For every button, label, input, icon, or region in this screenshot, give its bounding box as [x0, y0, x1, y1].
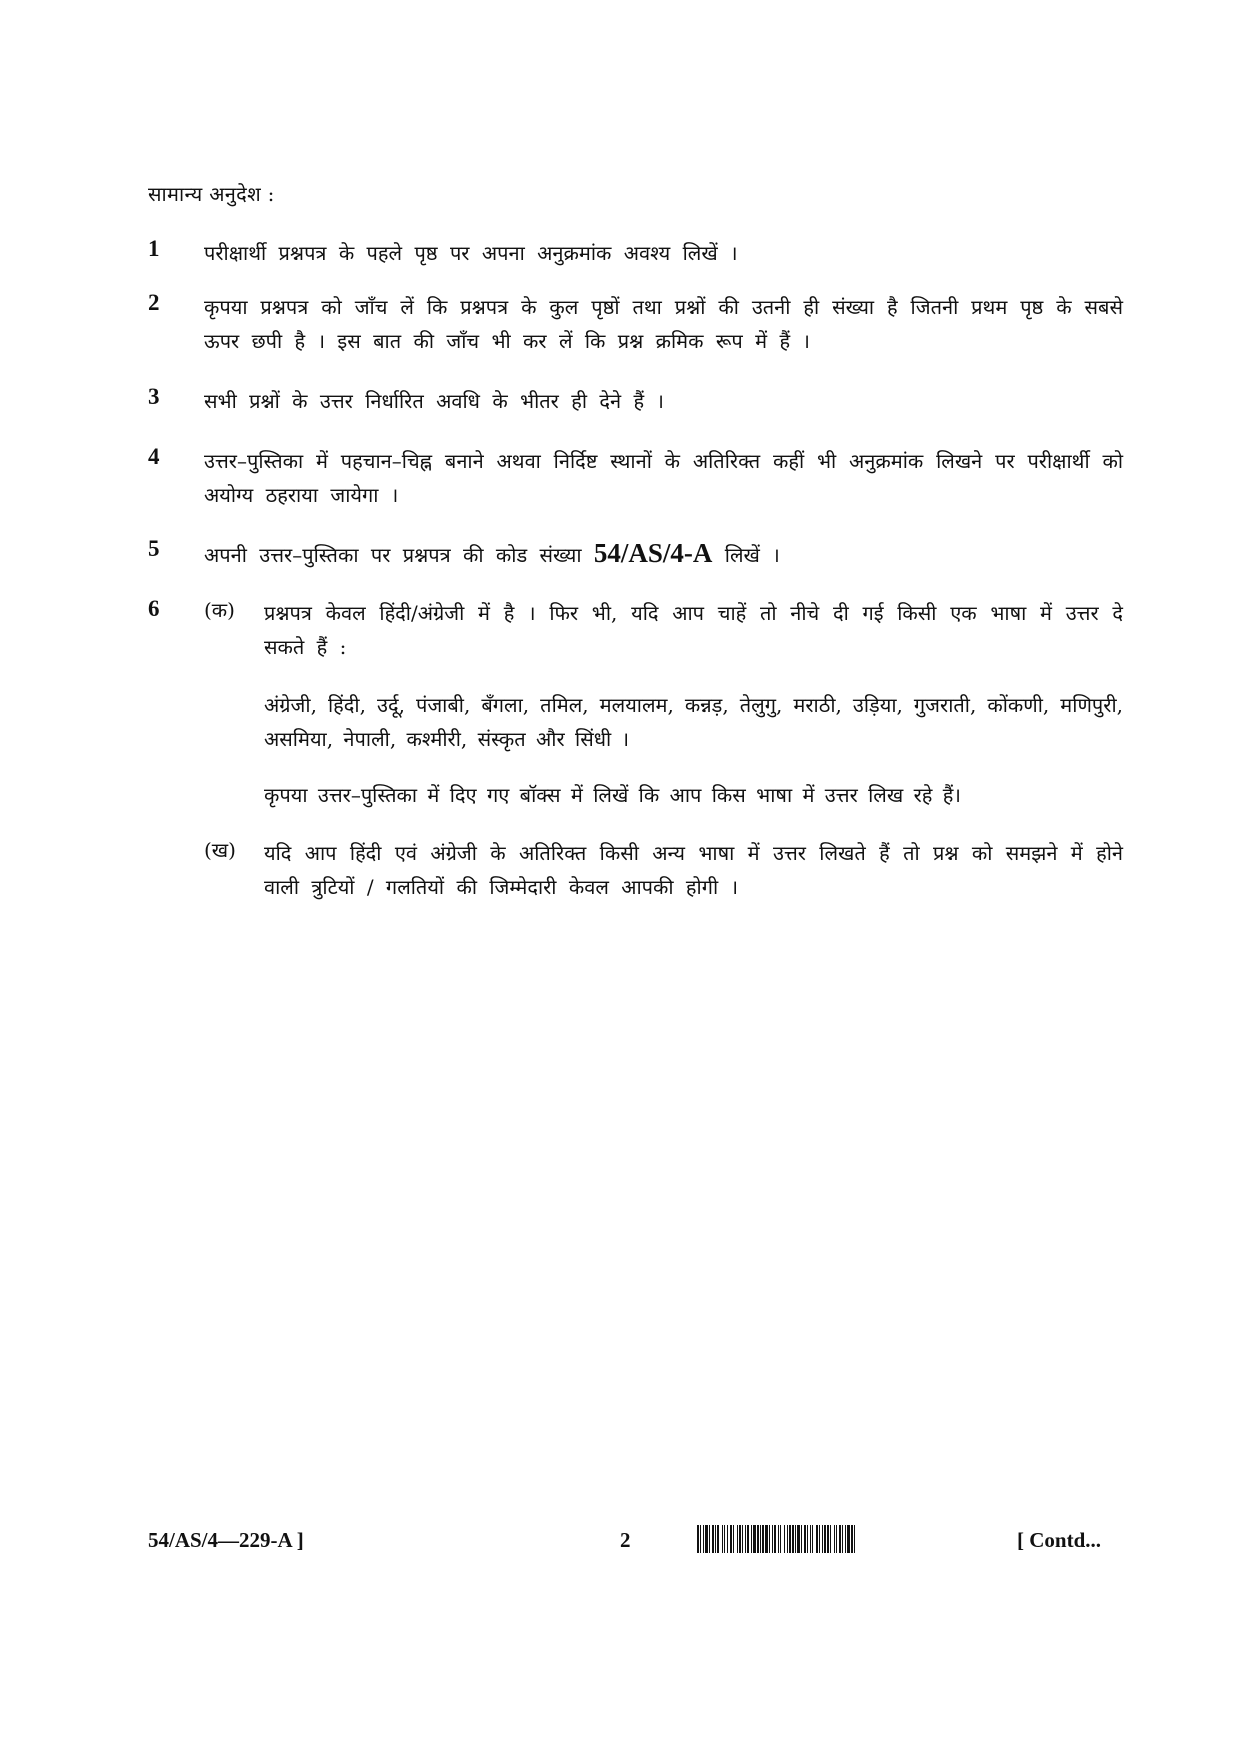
section-heading: सामान्य अनुदेश :: [148, 182, 275, 206]
instruction-number: 5: [148, 536, 160, 561]
continued-label: [ Contd...: [1017, 1528, 1102, 1552]
instruction-text: [204, 536, 1123, 572]
instruction-text: सभी प्रश्नों के उत्तर निर्धारित अवधि के भीतर ही देने हैं ।: [204, 389, 665, 413]
sub-item-label-a: (क): [204, 598, 235, 622]
instruction-text-after: लिखें ।: [724, 543, 780, 567]
language-list: अंग्रेजी, हिंदी, उर्दू, पंजाबी, बँगला, तमिल, मलयालम, कन्नड़, तेलुगु, मराठी, उड़िया, गुजराती, कोंकणी, मणिपुरी, असमिया, नेपाली, कश्मीरी, संस्कृत और सिंधी ।: [264, 693, 1123, 751]
instruction-text: कृपया प्रश्नपत्र को जाँच लें कि प्रश्नपत्र के कुल पृष्ठों तथा प्रश्नों की उतनी ही संख्या है जितनी प्रथम पृष्ठ के सबसे ऊपर छपी है । इस बात की जाँच भी कर लें कि प्रश्न क्रमिक रूप में हैं ।: [204, 295, 1123, 353]
instruction-text: परीक्षार्थी प्रश्नपत्र के पहले पृष्ठ पर अपना अनुक्रमांक अवश्य लिखें ।: [204, 241, 738, 265]
page-number: 2: [620, 1528, 631, 1552]
barcode-image: [697, 1525, 989, 1553]
instruction-number: 2: [148, 290, 160, 315]
sub-item-text-a: प्रश्नपत्र केवल हिंदी/अंग्रेजी में है । फिर भी, यदि आप चाहें तो नीचे दी गई किसी एक भाषा में उत्तर दे सकते हैं :: [264, 601, 1123, 659]
instruction-number: 6: [148, 596, 160, 621]
sub-item-text-b: यदि आप हिंदी एवं अंग्रेजी के अतिरिक्त किसी अन्य भाषा में उत्तर लिखते हैं तो प्रश्न को समझने में होने वाली त्रुटियों / गलतियों की जिम्मेदारी केवल आपकी होगी ।: [264, 841, 1123, 899]
question-paper-code: 54/AS/4-A: [593, 538, 713, 568]
instruction-item-6: [148, 596, 1123, 926]
instruction-text-before: अपनी उत्तर–पुस्तिका पर प्रश्नपत्र की कोड संख्या: [204, 543, 582, 567]
language-box-note: कृपया उत्तर–पुस्तिका में दिए गए बॉक्स में लिखें कि आप किस भाषा में उत्तर लिख रहे हैं।: [264, 783, 961, 807]
instruction-text: उत्तर–पुस्तिका में पहचान–चिह्न बनाने अथवा निर्दिष्ट स्थानों के अतिरिक्त कहीं भी अनुक्रमांक लिखने पर परीक्षार्थी को अयोग्य ठहराया जायेगा ।: [204, 449, 1123, 507]
sub-item-label-b: (ख): [204, 838, 236, 862]
instruction-number: 1: [148, 236, 160, 261]
instruction-number: 3: [148, 384, 160, 409]
footer-paper-code: 54/AS/4—229-A ]: [148, 1528, 304, 1552]
instruction-number: 4: [148, 444, 160, 469]
